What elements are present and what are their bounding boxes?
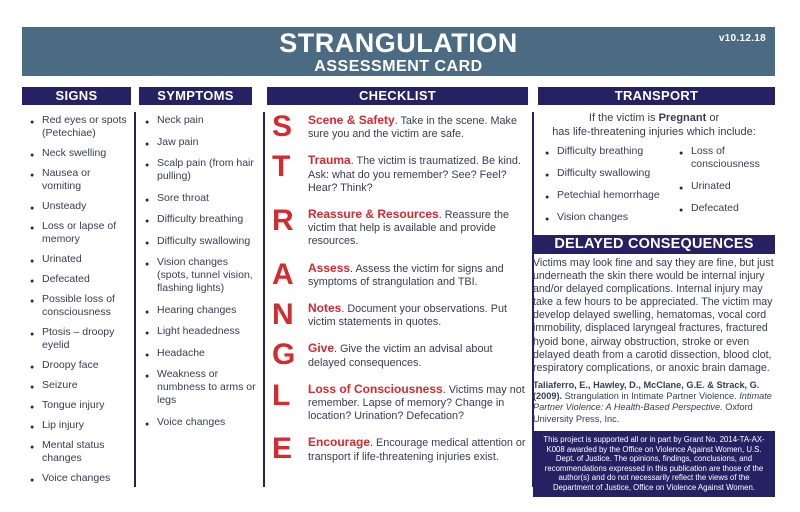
signs-list-item: ● Possible loss of consciousness <box>30 293 132 319</box>
page-subtitle: ASSESSMENT CARD <box>314 58 483 75</box>
checklist-item <box>272 110 528 143</box>
symptoms-list-item: ● Scalp pain (from hair pulling) <box>145 157 257 183</box>
symptoms-list-item: ● Light headedness <box>145 325 257 338</box>
grant-disclaimer: This project is supported all or in part by Grant No. 2014-TA-AX-K008 awarded by the Office on Violence Against Women, U.S. Dept. of Justice. The opinions, findings, conclusions, and recommendations expressed in this publication are those of the author(s) and do not necessarily reflect the views of the Department of Justice, Office on Violence Against Women. <box>533 431 775 497</box>
citation <box>533 380 775 425</box>
checklist-item-heading: Reassure & Resources <box>308 207 439 222</box>
transport-bullets-left <box>545 145 679 233</box>
symptoms-list-item: ● Headache <box>145 347 257 360</box>
checklist-item-body: . Give the victim an advisal about delayed consequences. <box>308 343 493 369</box>
checklist-item-body: . Reassure the victim that help is available and provide resources. <box>308 209 509 248</box>
checklist-item <box>272 432 528 466</box>
checklist-item <box>272 378 528 424</box>
checklist-item <box>272 204 528 249</box>
checklist-acronym-letter: G <box>272 338 295 372</box>
signs-column-header: SIGNS <box>22 87 131 105</box>
checklist-acronym-letter: N <box>272 298 293 332</box>
checklist-item-text <box>308 301 528 329</box>
citation-title: Strangulation in Intimate Partner Violence. <box>562 391 740 402</box>
checklist-item-text <box>308 113 528 141</box>
citation-book-title: Intimate Partner Violence: A Health-Based Perspective. <box>533 391 772 413</box>
signs-list-item: ● Urinated <box>30 253 132 266</box>
transport-intro-line2: has life-threatening injuries which include: <box>552 125 756 138</box>
signs-list-item: ● Loss or lapse of memory <box>30 220 132 246</box>
transport-section <box>533 112 775 497</box>
signs-list-item: ● Red eyes or spots (Petechiae) <box>30 114 132 140</box>
checklist-item-text <box>308 341 528 369</box>
checklist-item-body: . Document your observations. Put victim statements in quotes. <box>308 303 507 329</box>
checklist-item-heading: Notes <box>308 301 342 316</box>
delayed-consequences-body: Victims may look fine and say they are fine, but just underneath the skin there would be internal injury and/or delayed complications. Internal injury may take a few hours to be appreciated. The victim may develop delayed swelling, hematomas, vocal cord immobility, displaced laryngeal fractures, fractured hyoid bone, airway obstruction, stroke or even delayed death from a carotid dissection, blood clot, respiratory complications, or anoxic brain damage. <box>533 257 774 374</box>
checklist-item-text <box>308 261 528 289</box>
transport-intro-post: or <box>706 112 720 124</box>
symptoms-list-item: ● Weakness or numbness to arms or legs <box>145 368 257 407</box>
transport-intro-bold: Pregnant <box>658 112 707 124</box>
signs-list-item: ● Voice changes <box>30 472 132 485</box>
column-divider <box>134 112 136 487</box>
checklist-item-body: . Assess the victim for signs and symptoms of strangulation and TBI. <box>308 262 504 288</box>
transport-list-item: ● Loss of consciousness <box>679 145 775 171</box>
checklist-item-text <box>308 207 528 249</box>
symptoms-list <box>145 114 257 437</box>
symptoms-list-item: ● Jaw pain <box>145 136 257 149</box>
checklist-item <box>272 298 528 332</box>
card-header <box>22 27 775 76</box>
transport-list-item: ● Defecated <box>679 202 775 215</box>
checklist-item-text <box>308 382 528 424</box>
checklist-list <box>272 110 528 476</box>
checklist-item-body: . The victim is traumatized. Be kind. Ask: what do you remember? See? Feel? Hear? Think? <box>308 155 521 194</box>
symptoms-list-item: ● Voice changes <box>145 416 257 429</box>
checklist-item <box>272 257 528 291</box>
signs-list-item: ● Droopy face <box>30 359 132 372</box>
citation-authors: Taliaferro, E., Hawley, D., McClane, G.E. & Strack, G. (2009). <box>533 379 760 402</box>
checklist-item-heading: Encourage <box>308 435 371 450</box>
transport-column-header: TRANSPORT <box>538 87 775 105</box>
page-title: STRANGULATION <box>279 28 518 58</box>
checklist-item-heading: Scene & Safety <box>308 113 395 127</box>
transport-list-item: ● Difficulty swallowing <box>545 167 679 180</box>
signs-list-item: ● Nausea or vomiting <box>30 167 132 193</box>
checklist-item-text <box>308 153 528 195</box>
symptoms-list-item: ● Sore throat <box>145 192 257 205</box>
checklist-acronym-letter: E <box>272 432 292 466</box>
signs-list-item: ● Neck swelling <box>30 147 132 160</box>
symptoms-list-item: ● Neck pain <box>145 114 257 127</box>
symptoms-column-header: SYMPTOMS <box>139 87 252 105</box>
signs-list-item: ● Tongue injury <box>30 399 132 412</box>
checklist-item <box>272 150 528 195</box>
checklist-acronym-letter: L <box>272 378 290 412</box>
checklist-item-body: . Take in the scene. Make sure you and the victim are safe. <box>308 115 517 141</box>
signs-list-item: ● Defecated <box>30 273 132 286</box>
delayed-consequences-header: DELAYED CONSEQUENCES <box>533 235 775 254</box>
transport-bullets-right <box>679 145 775 233</box>
signs-list-item: ● Unsteady <box>30 200 132 213</box>
symptoms-list-item: ● Difficulty breathing <box>145 213 257 226</box>
checklist-acronym-letter: A <box>272 257 293 291</box>
checklist-item-body: . Encourage medical attention or transport if life-threatening injuries exist. <box>308 437 526 463</box>
transport-list-item: ● Vision changes <box>545 211 679 224</box>
signs-list-item: ● Mental status changes <box>30 439 132 465</box>
checklist-item-text <box>308 435 528 463</box>
signs-list-item: ● Ptosis – droopy eyelid <box>30 326 132 352</box>
checklist-item-heading: Loss of Consciousness <box>308 381 443 396</box>
version-label: v10.12.18 <box>718 33 766 44</box>
transport-intro <box>533 112 775 139</box>
checklist-item <box>272 338 528 372</box>
citation-publisher: Oxford University Press, Inc. <box>533 402 753 424</box>
symptoms-list-item: ● Hearing changes <box>145 304 257 317</box>
transport-list-item: ● Difficulty breathing <box>545 145 679 158</box>
transport-list-item: ● Urinated <box>679 180 775 193</box>
transport-intro-pre: If the victim is <box>588 112 659 124</box>
checklist-item-body: . Victims may not remember. Lapse of memory? Change in location? Urination? Defecation? <box>308 383 525 423</box>
symptoms-list-item: ● Vision changes (spots, tunnel vision, flashing lights) <box>145 256 257 295</box>
signs-list-item: ● Seizure <box>30 379 132 392</box>
checklist-column-header: CHECKLIST <box>267 87 528 105</box>
symptoms-list-item: ● Difficulty swallowing <box>145 235 257 248</box>
signs-list <box>30 114 132 492</box>
checklist-acronym-letter: T <box>272 150 290 184</box>
signs-list-item: ● Lip injury <box>30 419 132 432</box>
checklist-item-heading: Trauma <box>308 153 351 168</box>
transport-bullets <box>533 145 775 233</box>
checklist-acronym-letter: R <box>272 204 293 238</box>
transport-list-item: ● Petechial hemorrhage <box>545 189 679 202</box>
column-divider <box>263 112 265 487</box>
checklist-acronym-letter: S <box>272 110 292 143</box>
checklist-item-heading: Assess <box>308 260 351 275</box>
checklist-item-heading: Give <box>308 341 335 356</box>
